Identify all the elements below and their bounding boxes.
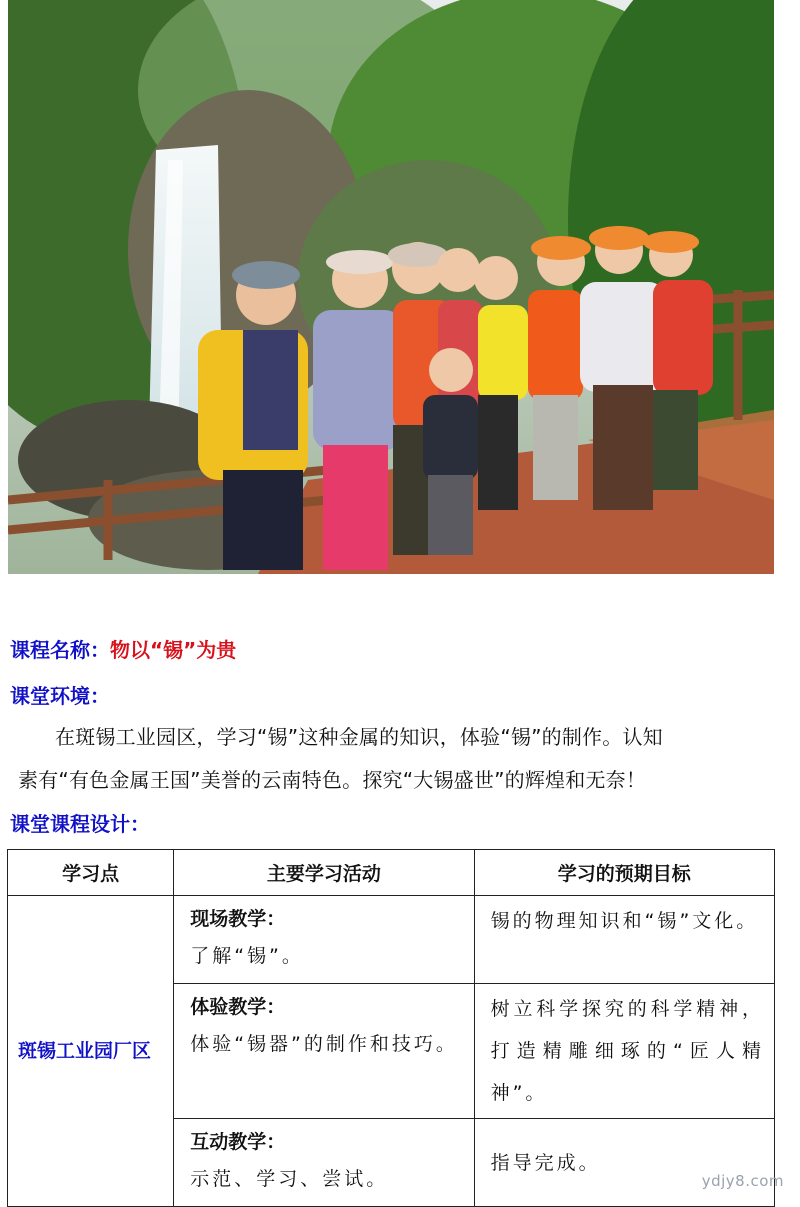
- course-plan-table: [7, 849, 775, 1207]
- learning-point-cell: 斑锡工业园厂区: [8, 896, 174, 1207]
- environment-label: 课堂环境：: [10, 684, 110, 708]
- activity-cell: [174, 896, 474, 984]
- environment-text-line-2: 素有“有色金属王国”美誉的云南特色。探究“大锡盛世”的辉煌和无奈！: [18, 768, 647, 792]
- goal-cell: 指导完成。: [474, 1119, 774, 1207]
- activity-title: 互动教学：: [190, 1131, 286, 1153]
- environment-text-line-1: 在斑锡工业园区，学习“锡”这种金属的知识，体验“锡”的制作。认知: [55, 725, 663, 749]
- table-header-row: [8, 850, 775, 896]
- activity-cell: [174, 984, 474, 1119]
- goal-cell: 锡的物理知识和“锡”文化。: [474, 896, 774, 984]
- header-main-activities: 主要学习活动: [174, 850, 474, 896]
- waterfall-group-photo: [8, 0, 774, 574]
- course-name-value: 物以“锡”为贵: [110, 638, 237, 662]
- activity-desc: 示范、学习、尝试。: [190, 1168, 389, 1190]
- header-learning-point: 学习点: [8, 850, 174, 896]
- goal-cell: 树立科学探究的科学精神，打造精雕细琢的“匠人精神”。: [474, 984, 774, 1119]
- activity-title: 现场教学：: [190, 908, 286, 930]
- course-design-label: 课堂课程设计：: [10, 812, 150, 836]
- table-row: [8, 896, 775, 984]
- site-watermark: ydjy8.com: [701, 1172, 784, 1190]
- activity-desc: 体验“锡器”的制作和技巧。: [190, 1033, 458, 1055]
- course-name-line: [10, 634, 236, 663]
- activity-title: 体验教学：: [190, 996, 286, 1018]
- header-expected-goals: 学习的预期目标: [474, 850, 774, 896]
- header-photo: [8, 0, 774, 574]
- activity-desc: 了解“锡”。: [190, 945, 304, 967]
- activity-cell: [174, 1119, 474, 1207]
- course-name-label: 课程名称：: [10, 638, 110, 662]
